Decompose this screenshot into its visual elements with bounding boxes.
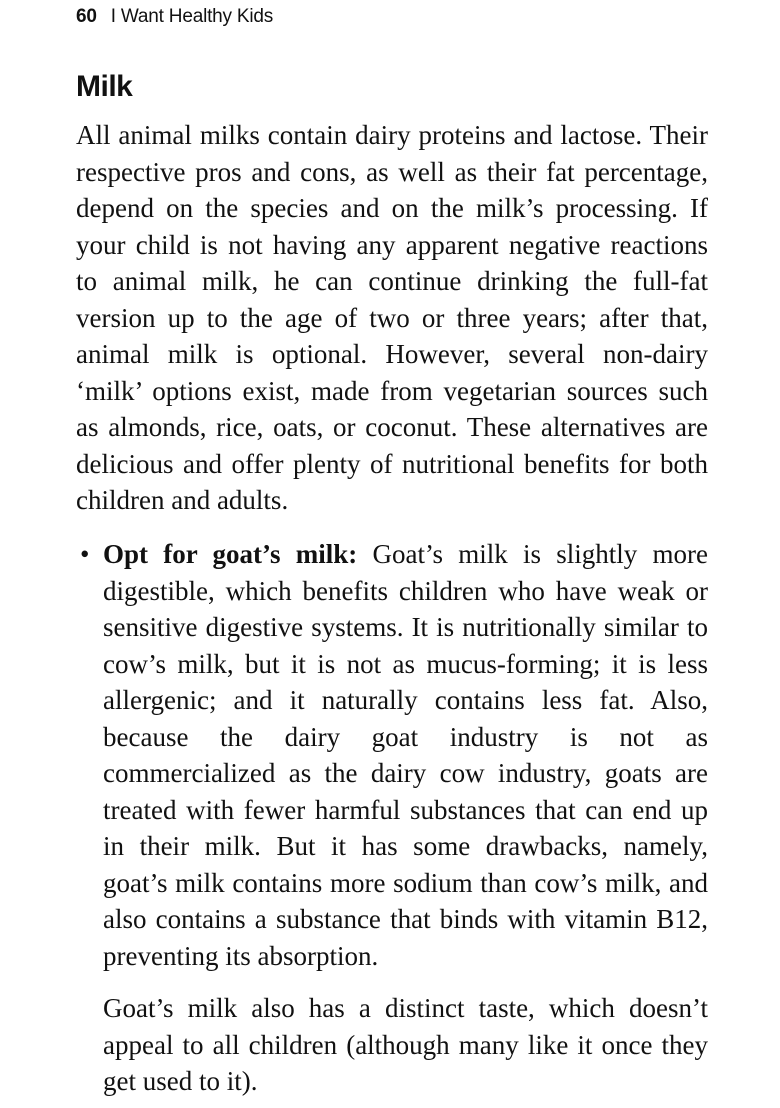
running-head [76,6,273,28]
bullet-lead: Opt for goat’s milk: [103,539,358,569]
intro-paragraph: All animal milks contain dairy proteins and lactose. Their respective pros and cons, as well as their fat percentage, depend on the species and on the milk’s processing. If your child is not having any apparent negative reactions to animal milk, he can continue drinking the full-fat version up to the age of two or three years; after that, animal milk is optional. However, several non-dairy ‘milk’ options exist, made from vegetarian sources such as almonds, rice, oats, or coconut. These alternatives are delicious and offer plenty of nutritional benefits for both children and adults. [76,120,708,515]
bullet-marker: • [80,539,90,569]
follow-up-paragraph: Goat’s milk also has a distinct taste, which doesn’t appeal to all children (although many like it once they get used to it). [103,993,708,1096]
page-number: 60 [76,6,97,27]
book-title: I Want Healthy Kids [110,6,274,27]
bullet-paragraph [103,536,708,974]
section-heading: Milk [76,70,133,103]
bullet-item [76,536,708,974]
bullet-text: Goat’s milk is slightly more digestible, which benefits children who have weak or sensitive digestive systems. It is nutritionally similar to cow’s milk, but it is not as mucus-forming; it is less allergenic; and it naturally contains less fat. Also, because the dairy goat industry is not as commercialized as the dairy cow industry, goats are treated with fewer harmful substances that can end up in their milk. But it has some drawbacks, namely, goat’s milk contains more sodium than cow’s milk, and also contains a substance that binds with vitamin B12, preventing its absorption. [103,539,708,971]
